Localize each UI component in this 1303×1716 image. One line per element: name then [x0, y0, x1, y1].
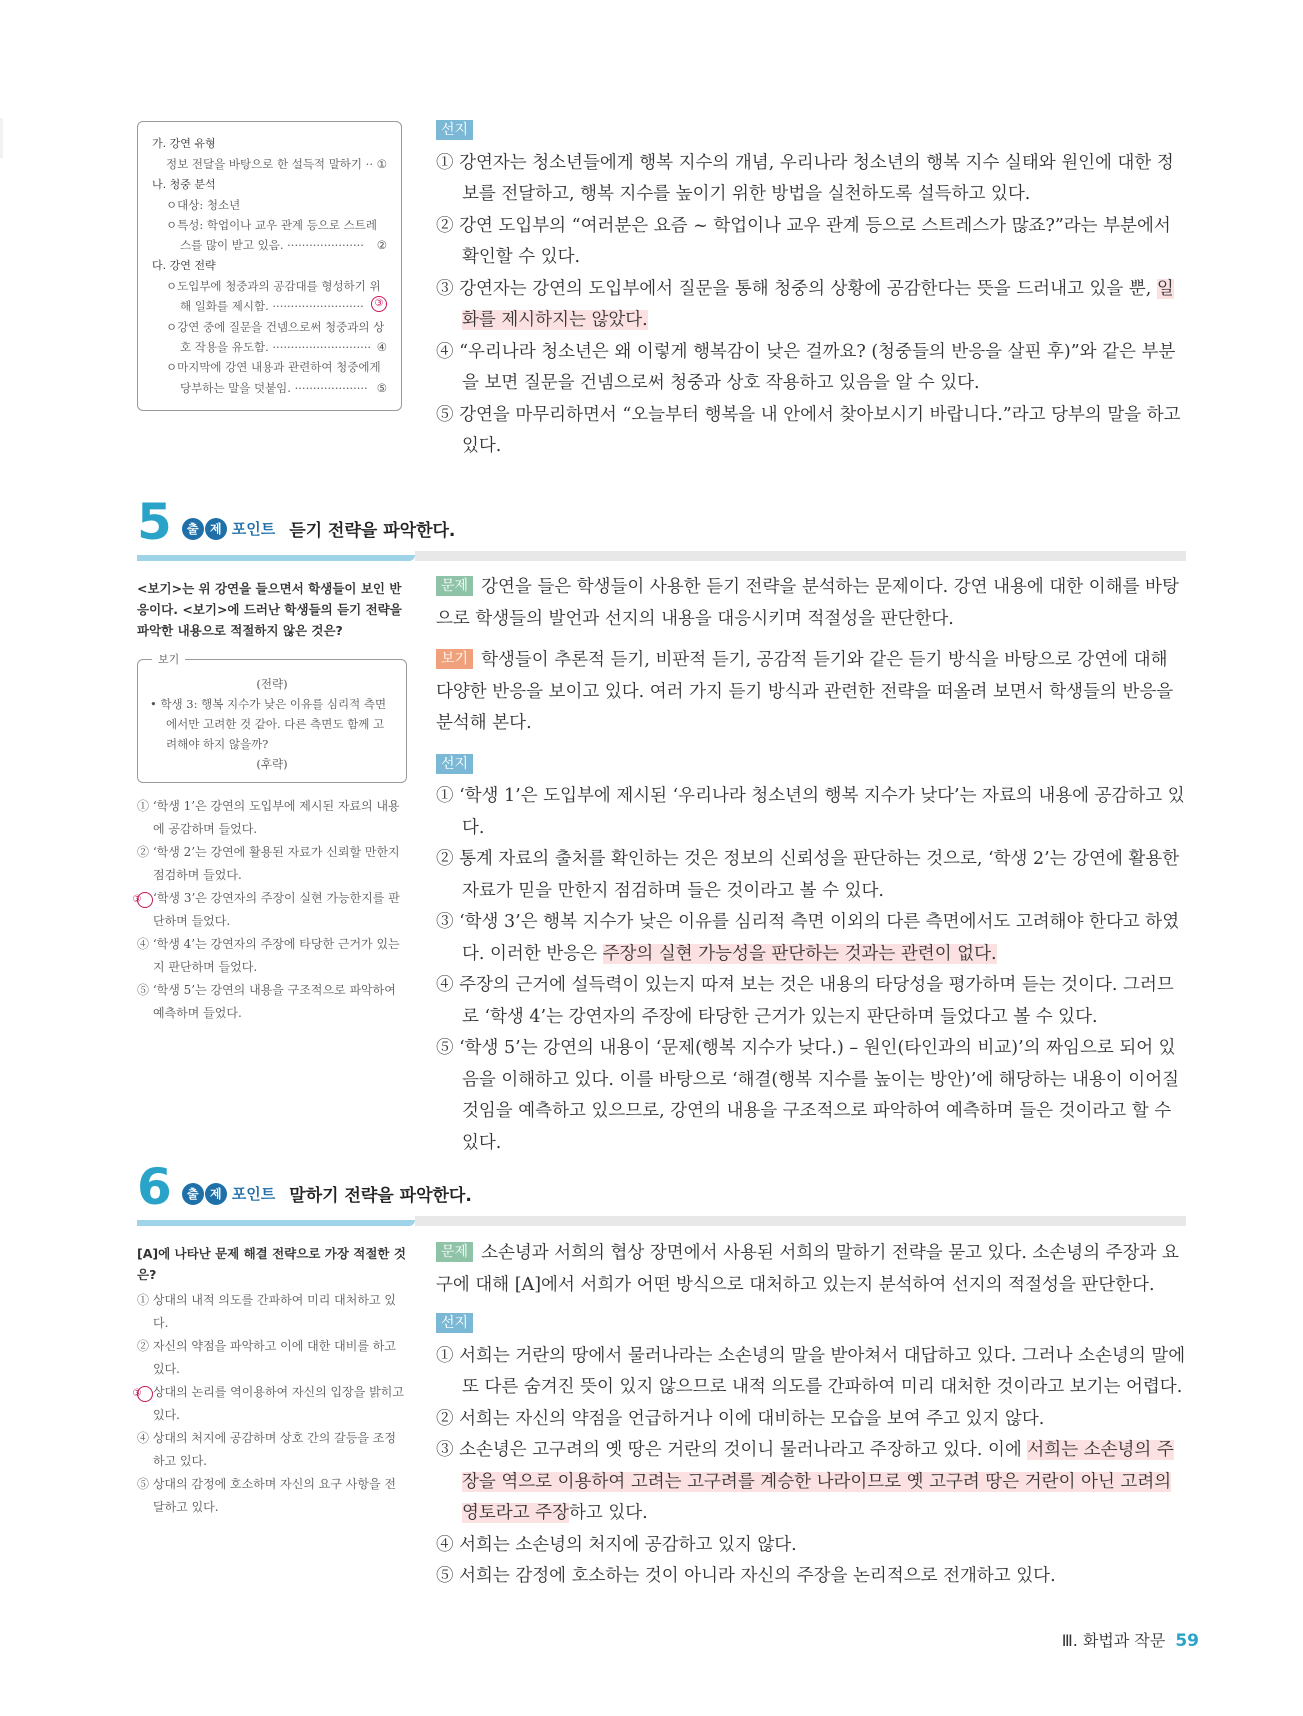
sec6-question-column: [132, 1243, 407, 1519]
point-word: 포인트: [231, 520, 276, 538]
s4-explanation: [436, 116, 1186, 463]
bogi-text: 학생들이 추론적 듣기, 비판적 듣기, 공감적 듣기와 같은 듣기 방식을 바탕으로 강연에 대해 다양한 반응을 보이고 있다. 여러 가지 듣기 방식과 관련한 전략을 떠올려 보면서 학생들의 반응을 분석해 본다.: [436, 650, 1174, 733]
munje-text: 소손녕과 서희의 협상 장면에서 사용된 서희의 말하기 전략을 묻고 있다. 소손녕의 주장과 요구에 대해 [A]에서 서희가 어떤 방식으로 대처하고 있는지 분석하여 선지의 적절성을 판단한다.: [436, 1243, 1179, 1295]
section-rule-right: [415, 1216, 1186, 1226]
choice-item: [132, 1381, 407, 1427]
outline-text: 당부하는 말을 덧붙임. ····················: [180, 380, 368, 395]
answer-option: ① ‘학생 1’은 도입부에 제시된 ‘우리나라 청소년의 행복 지수가 낮다’는 자료의 내용에 공감하고 있다.: [436, 786, 1185, 838]
answer-option: ① 강연자는 청소년들에게 행복 지수의 개념, 우리나라 청소년의 행복 지수 실태와 원인에 대한 정보를 전달하고, 행복 지수를 높이기 위한 방법을 실천하도록 설득하고 있다.: [436, 152, 1174, 204]
munje-tag: 문제: [436, 1242, 473, 1262]
outline-num: ④: [376, 339, 387, 354]
bogi-label: 보기: [152, 650, 185, 670]
point-badge: 출: [182, 1183, 204, 1205]
choice-item: ① 상대의 내적 의도를 간파하여 미리 대처하고 있다.: [137, 1293, 396, 1330]
page-number: 59: [1175, 1631, 1199, 1651]
choice-item: ④ ‘학생 4’는 강연자의 주장에 타당한 근거가 있는지 판단하며 들었다.: [137, 937, 400, 974]
section-6-header: [137, 1158, 1186, 1226]
section-title: 말하기 전략을 파악한다.: [289, 1186, 472, 1206]
point-badge: 제: [205, 518, 227, 540]
munje-text: 강연을 들은 학생들이 사용한 듣기 전략을 분석하는 문제이다. 강연 내용에 대한 이해를 바탕으로 학생들의 발언과 선지의 내용을 대응시키며 적절성을 판단한다.: [436, 577, 1179, 629]
outline-line: [152, 378, 387, 398]
answer-circle-mark: ③: [371, 296, 387, 312]
answer-circle-mark: ③: [137, 892, 153, 908]
outline-heading-b: 나. 청중 분석: [152, 177, 216, 191]
answer-option: ⑤ 서희는 감정에 호소하는 것이 아니라 자신의 주장을 논리적으로 전개하고 있다.: [436, 1566, 1056, 1586]
point-badge: 제: [205, 1183, 227, 1205]
section-number: 6: [137, 1158, 172, 1216]
page-edge-mark: [0, 118, 3, 158]
point-word: 포인트: [231, 1185, 276, 1203]
sunji-tag: 선지: [436, 120, 473, 140]
answer-option: ⑤ ‘학생 5’는 강연의 내용이 ‘문제(행복 지수가 낮다.) – 원인(타인과의 비교)’의 짜임으로 되어 있음을 이해하고 있다. 이를 바탕으로 ‘해결(행복 지수를 높이는 방안)’에 해당하는 내용이 이어질 것임을 예측하고 있으므로, 강연의 내용을 구조적으로 파악하여 예측하며 들은 것이라고 할 수 있다.: [436, 1038, 1180, 1153]
outline-text: ㅇ특성: 학업이나 교우 관계 등으로 스트레: [166, 218, 378, 233]
bogi-body: • 학생 3: 행복 지수가 낮은 이유를 심리적 측면에서만 고려한 것 같아. 다른 측면도 함께 고려해야 하지 않을까?: [150, 697, 387, 751]
choice-item: [132, 887, 407, 933]
outline-line: [152, 296, 387, 316]
outline-num: ①: [376, 157, 387, 172]
answer-option: [436, 274, 1186, 337]
choice-item: ④ 상대의 처지에 공감하며 상호 간의 갈등을 조정하고 있다.: [137, 1431, 396, 1468]
outline-text: 해 일화를 제시함. ·························: [180, 299, 364, 314]
bogi-para: [436, 645, 1186, 740]
outline-heading-a: 가. 강연 유형: [152, 137, 216, 150]
answer-option: ② 통계 자료의 출처를 확인하는 것은 정보의 신뢰성을 판단하는 것으로, ‘학생 2’는 강연에 활용한 자료가 믿을 만한지 점검하며 들은 것이라고 볼 수 있다.: [436, 849, 1180, 901]
sec5-question-column: [132, 578, 407, 1025]
page-footer: [1062, 1628, 1199, 1651]
answer-option: ① 서희는 거란의 땅에서 물러나라는 소손녕의 말을 받아쳐서 대답하고 있다. 그러나 소손녕의 말에 또 다른 숨겨진 뜻이 있지 않으므로 내적 의도를 간파하여 미리 대처한 것이라고 보기는 어렵다.: [436, 1345, 1186, 1397]
outline-num: ⑤: [376, 380, 387, 395]
option-text: ③ ‘학생 3’은 행복 지수가 낮은 이유를 심리적 측면 이외의 다른 측면에서도 고려해야 한다고 하였다. 이러한 반응은: [436, 912, 1180, 964]
sec5-explanation: [436, 572, 1186, 1159]
answer-option: ④ 주장의 근거에 설득력이 있는지 따져 보는 것은 내용의 타당성을 평가하며 듣는 것이다. 그러므로 ‘학생 4’는 강연자의 주장에 타당한 근거가 있는지 판단하며 들었다고 볼 수 있다.: [436, 975, 1174, 1027]
outline-box: [137, 121, 402, 411]
section-number: 5: [137, 493, 172, 551]
answer-option: ⑤ 강연을 마무리하면서 “오늘부터 행복을 내 안에서 찾아보시기 바랍니다.”라고 당부의 말을 하고 있다.: [436, 404, 1181, 456]
option-text: ③ 강연자는 강연의 도입부에서 질문을 통해 청중의 상황에 공감한다는 뜻을 드러내고 있을 뿐,: [436, 278, 1157, 299]
answer-option: [436, 907, 1186, 970]
question-text: <보기>는 위 강연을 들으면서 학생들이 보인 반응이다. <보기>에 드러난 학생들의 듣기 전략을 파악한 내용으로 적절하지 않은 것은?: [137, 581, 402, 638]
outline-text: 호 작용을 유도함. ···························: [180, 339, 372, 354]
choice-item: ② ‘학생 2’는 강연에 활용된 자료가 신뢰할 만한지 점검하며 들었다.: [137, 845, 400, 882]
outline-text: 스를 많이 받고 있음. ·····················: [180, 238, 364, 253]
munje-para: [436, 1238, 1186, 1301]
bogi-box: [137, 653, 407, 783]
highlighted-text: 주장의 실현 가능성을 판단하는 것과는 관련이 없다.: [602, 943, 997, 964]
choice-text: ‘학생 3’은 강연자의 주장이 실현 가능한지를 판단하며 들었다.: [153, 891, 400, 928]
outline-num: ②: [376, 238, 387, 253]
highlighted-text: 일화를 제시하지는 않았다.: [462, 278, 1174, 330]
choice-item: ① ‘학생 1’은 강연의 도입부에 제시된 자료의 내용에 공감하며 들었다.: [137, 799, 400, 836]
footer-section: Ⅲ. 화법과 작문: [1061, 1631, 1166, 1650]
outline-text: ㅇ강연 중에 질문을 건넴으로써 청중과의 상: [166, 319, 385, 334]
choice-item: ⑤ 상대의 감정에 호소하며 자신의 요구 사항을 전달하고 있다.: [137, 1477, 396, 1514]
answer-option: [436, 1435, 1186, 1530]
bogi-tag: 보기: [436, 649, 473, 669]
answer-option: ② 강연 도입부의 “여러분은 요즘 ~ 학업이나 교우 관계 등으로 스트레스가 많죠?”라는 부분에서 확인할 수 있다.: [436, 215, 1171, 267]
option-text: ③ 소손녕은 고구려의 옛 땅은 거란의 것이니 물러나라고 주장하고 있다. 이에: [436, 1440, 1028, 1460]
choice-text: 상대의 논리를 역이용하여 자신의 입장을 밝히고 있다.: [153, 1385, 404, 1422]
sunji-tag: 선지: [436, 754, 473, 774]
outline-line: [152, 235, 387, 255]
outline-text: ㅇ대상: 청소년: [166, 197, 241, 212]
choice-item: ⑤ ‘학생 5’는 강연의 내용을 구조적으로 파악하여 예측하며 들었다.: [137, 983, 396, 1020]
outline-text: ㅇ도입부에 청중과의 공감대를 형성하기 위: [166, 279, 381, 294]
section-rule-right: [415, 551, 1186, 561]
section-rule-left: [137, 551, 415, 561]
point-label: [182, 1181, 472, 1206]
outline-line: [152, 337, 387, 357]
point-label: [182, 516, 456, 541]
answer-option: ② 서희는 자신의 약점을 언급하거나 이에 대비하는 모습을 보여 주고 있지 않다.: [436, 1408, 1045, 1429]
munje-para: [436, 572, 1186, 635]
option-text: 하고 있다.: [569, 1503, 648, 1523]
bogi-post: (후략): [256, 757, 288, 771]
highlighted-text: 서희는 소손녕의 주장을 역으로 이용하여 고려는 고구려를 계승한 나라이므로 옛 고구려 땅은 거란이 아닌 고려의 영토라고 주장: [462, 1440, 1174, 1523]
outline-line: [152, 154, 387, 174]
sunji-tag: 선지: [436, 1313, 473, 1333]
section-rule-left: [137, 1216, 415, 1226]
answer-option: ④ 서희는 소손녕의 처지에 공감하고 있지 않다.: [436, 1534, 797, 1555]
section-title: 듣기 전략을 파악한다.: [289, 521, 456, 541]
section-5-header: [137, 493, 1186, 561]
outline-text: 정보 전달을 바탕으로 한 설득적 말하기 ··: [166, 157, 373, 172]
munje-tag: 문제: [436, 576, 473, 596]
answer-circle-mark: ③: [137, 1386, 153, 1402]
outline-heading-c: 다. 강연 전략: [152, 258, 216, 272]
sec6-explanation: [436, 1238, 1186, 1593]
question-text: [A]에 나타난 문제 해결 전략으로 가장 적절한 것은?: [137, 1246, 406, 1282]
outline-text: ㅇ마지막에 강연 내용과 관련하여 청중에게: [166, 360, 381, 375]
point-badge: 출: [182, 518, 204, 540]
choice-item: ② 자신의 약점을 파악하고 이에 대한 대비를 하고 있다.: [137, 1339, 396, 1376]
bogi-pre: (전략): [256, 677, 288, 691]
answer-option: ④ “우리나라 청소년은 왜 이렇게 행복감이 낮은 걸까요? (청중들의 반응을 살핀 후)”와 같은 부분을 보면 질문을 건넴으로써 청중과 상호 작용하고 있음을 알 수 있다.: [436, 341, 1176, 393]
